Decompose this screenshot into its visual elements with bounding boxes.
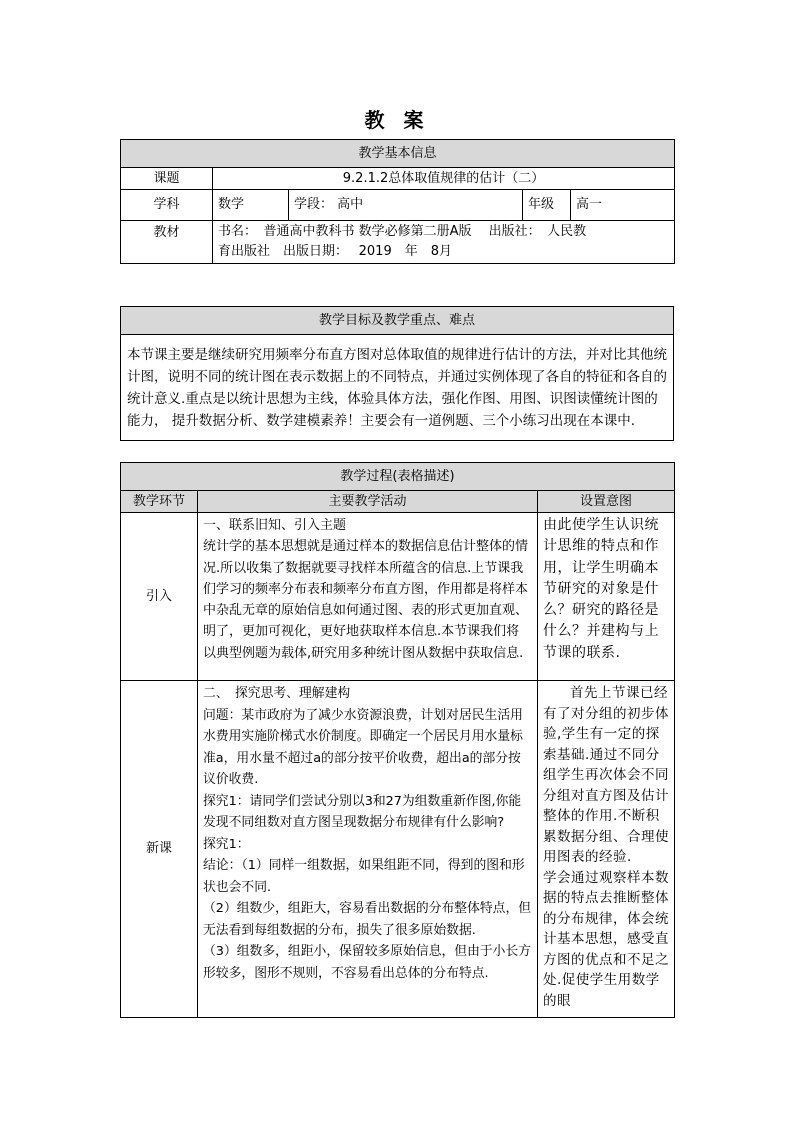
col-stage-header: 教学环节 — [121, 491, 198, 513]
goals-text: 本节课主要是继续研究用频率分布直方图对总体取值的规律进行估计的方法，并对比其他统计图，说明不同的统计图在表示数据上的不同特点，并通过实例体现了各自的特征和各自的统计意义.重点是以统计思想为主线，体验具体方法，强化作图、用图、识图读懂统计图的能力， 提升数据分析、数学建模素养！主要会有一道例题、三个小练习出现在本课中. — [121, 335, 674, 441]
table-row — [121, 513, 675, 681]
activity-new — [198, 681, 538, 1018]
material-label: 教材 — [121, 221, 213, 264]
activity-new-explore: 探究1：请同学们尝试分别以3和27为组数重新作图,你能发现不同组数对直方图呈现数据分布规律有什么影响? — [203, 793, 522, 830]
stage-label: 学段： — [294, 197, 334, 212]
material-line-2: 育出版社 出版日期： 2019 年 8月 — [218, 244, 452, 259]
goals-header: 教学目标及教学重点、难点 — [121, 307, 674, 335]
intent-intro: 由此使学生认识统计思维的特点和作用，让学生明确本节研究的对象是什么？研究的路径是什么？并建构与上节课的联系. — [538, 513, 675, 681]
process-header: 教学过程(表格描述) — [121, 463, 675, 491]
activity-new-conclusion-2: （2）组数少，组距大，容易看出数据的分布整体特点，但无法看到每组数据的分布，损失了很多原始数据. — [203, 901, 532, 938]
activity-intro-text: 统计学的基本思想就是通过样本的数据信息估计整体的情况.所以收集了数据就要寻找样本所蕴含的信息.上节课我们学习的频率分布表和频率分布直方图，作用都是将样本中杂乱无章的原始信息如何通过图、表的形式更加直观、明了，更加可视化，更好地获取样本信息.本节课我们将以典型例题为载体,研究用多种统计图从数据中获取信息. — [203, 539, 529, 661]
activity-intro — [198, 513, 538, 681]
document-title: 教 案 — [364, 108, 430, 132]
subject-value: 数学 — [213, 190, 289, 221]
activity-new-conclusion-3: （3）组数多，组距小，保留较多原始信息，但由于小长方形较多，图形不规则，不容易看出总体的分布特点. — [203, 944, 532, 981]
goals-table — [120, 306, 674, 441]
topic-value: 9.2.1.2总体取值规律的估计（二） — [213, 168, 675, 190]
activity-new-explore-label: 探究1： — [203, 836, 250, 852]
topic-label: 课题 — [121, 168, 213, 190]
activity-new-problem: 问题：某市政府为了减少水资源浪费，计划对居民生活用水费用实施阶梯式水价制度。即确定一个居民月用水量标准a，用水量不超过a的部分按平价收费，超出a的部分按议价收费. — [203, 707, 523, 787]
material-value — [213, 221, 675, 264]
basic-info-header: 教学基本信息 — [121, 140, 675, 168]
col-intent-header: 设置意图 — [538, 491, 675, 513]
stage-value: 高中 — [337, 197, 364, 212]
col-activity-header: 主要教学活动 — [198, 491, 538, 513]
grade-value: 高一 — [571, 190, 675, 221]
activity-new-conclusion-1: 结论：（1）同样一组数据，如果组距不同，得到的图和形状也会不同. — [203, 858, 525, 895]
basic-info-table — [120, 139, 675, 264]
material-line-1: 书名： 普通高中教科书 数学必修第二册A版 出版社： 人民教 — [218, 224, 587, 239]
stage-new: 新课 — [121, 681, 198, 1018]
stage-intro: 引入 — [121, 513, 198, 681]
subject-label: 学科 — [121, 190, 213, 221]
intent-new-part-1: 首先上节课已经有了对分组的初步体验,学生有一定的探索基础.通过不同分组学生再次体会不同分组对直方图及估计整体的作用.不断积累数据分组、合理使用图表的经验. — [543, 685, 669, 865]
activity-new-heading: 二、 探究思考、理解建构 — [203, 686, 351, 701]
activity-intro-heading: 一、联系旧知、引入主题 — [203, 518, 347, 533]
grade-label: 年级 — [523, 190, 571, 221]
intent-new-part-2: 学会通过观察样本数据的特点去推断整体的分布规律，体会统计基本思想，感受直方图的优点和不足之处.促使学生用数学的眼 — [543, 869, 669, 1009]
intent-new — [538, 681, 675, 1018]
process-table — [120, 462, 675, 1018]
stage-cell — [289, 190, 523, 221]
table-row — [121, 681, 675, 1018]
